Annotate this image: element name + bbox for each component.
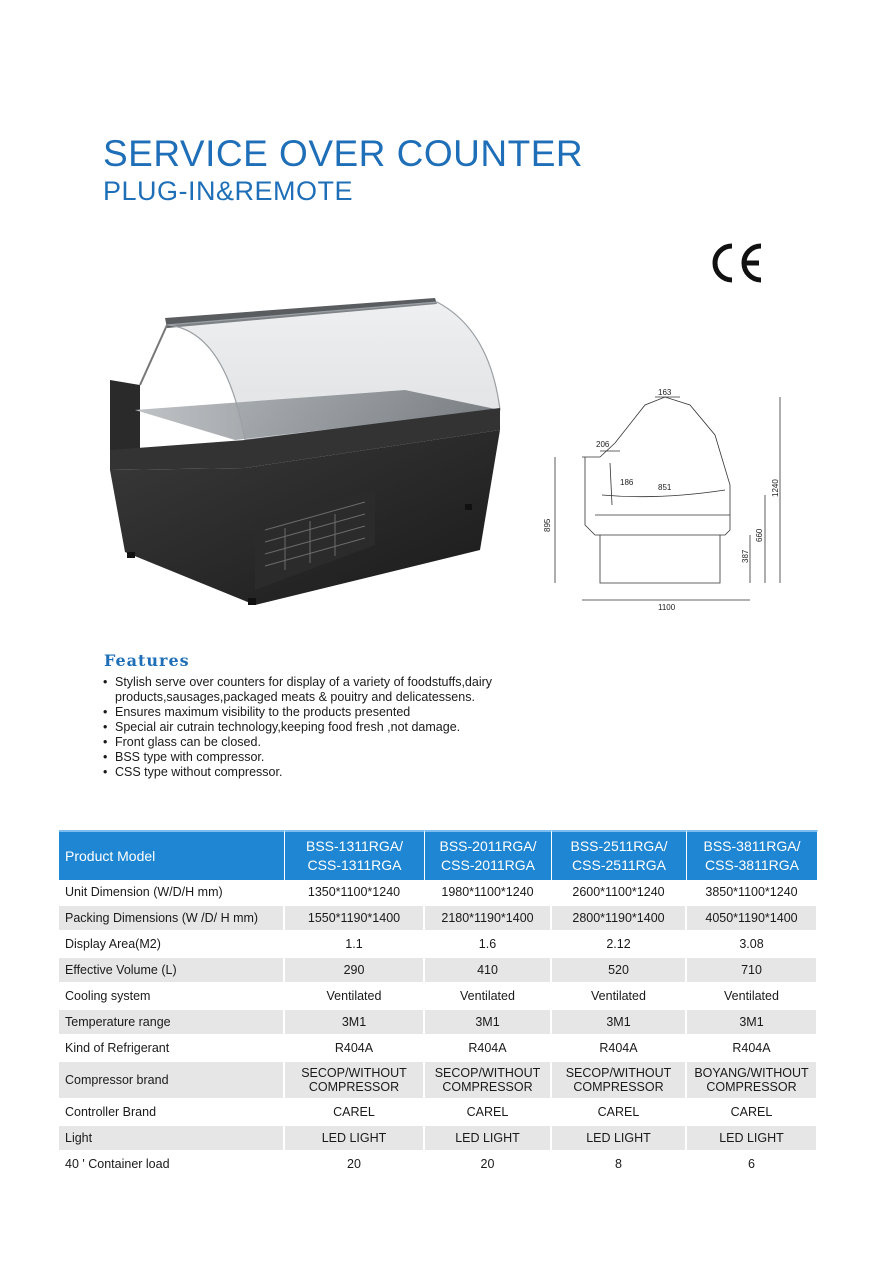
table-cell: 3.08: [687, 932, 818, 958]
page-title: SERVICE OVER COUNTER: [103, 133, 584, 174]
table-cell: LED LIGHT: [552, 1126, 687, 1152]
row-label: Controller Brand: [59, 1100, 285, 1126]
table-header-row: [59, 830, 818, 880]
table-row: [59, 984, 818, 1010]
dim-label: 660: [755, 528, 764, 542]
page-subtitle: PLUG-IN&REMOTE: [103, 176, 354, 206]
row-label: Light: [59, 1126, 285, 1152]
dim-label: 206: [596, 440, 610, 449]
table-cell: 1980*1100*1240: [425, 880, 552, 906]
table-cell: 710: [687, 958, 818, 984]
table-row: [59, 958, 818, 984]
table-row: [59, 932, 818, 958]
table-cell: R404A: [425, 1036, 552, 1062]
table-cell: Ventilated: [552, 984, 687, 1010]
table-cell: SECOP/WITHOUT COMPRESSOR: [425, 1062, 552, 1100]
table-cell: SECOP/WITHOUT COMPRESSOR: [552, 1062, 687, 1100]
table-cell: 290: [285, 958, 425, 984]
table-cell: 2600*1100*1240: [552, 880, 687, 906]
feature-item: • Ensures maximum visibility to the products presented: [103, 705, 533, 720]
dim-label: 163: [658, 388, 672, 397]
dim-label: 1240: [771, 479, 780, 497]
table-cell: CAREL: [425, 1100, 552, 1126]
column-header: BSS-1311RGA/ CSS-1311RGA: [285, 830, 425, 880]
table-cell: 1550*1190*1400: [285, 906, 425, 932]
table-row: [59, 1126, 818, 1152]
table-cell: LED LIGHT: [687, 1126, 818, 1152]
technical-drawing: [540, 385, 795, 615]
table-cell: R404A: [552, 1036, 687, 1062]
table-row: [59, 1036, 818, 1062]
table-cell: 2180*1190*1400: [425, 906, 552, 932]
table-cell: R404A: [285, 1036, 425, 1062]
table-row: [59, 1152, 818, 1178]
table-cell: CAREL: [285, 1100, 425, 1126]
table-row: [59, 1010, 818, 1036]
table-cell: 3M1: [425, 1010, 552, 1036]
row-label: Cooling system: [59, 984, 285, 1010]
ce-mark-logo: [708, 240, 766, 286]
table-cell: R404A: [687, 1036, 818, 1062]
feature-item: • Special air cutrain technology,keeping food fresh ,not damage.: [103, 720, 533, 735]
product-photo: [105, 290, 505, 610]
table-cell: 410: [425, 958, 552, 984]
table-cell: 520: [552, 958, 687, 984]
table-row: [59, 880, 818, 906]
table-cell: 3850*1100*1240: [687, 880, 818, 906]
features-heading: Features: [104, 651, 190, 670]
row-label: Effective Volume (L): [59, 958, 285, 984]
row-label: Temperature range: [59, 1010, 285, 1036]
dim-label: 387: [741, 549, 750, 563]
table-cell: 1.1: [285, 932, 425, 958]
table-cell: 2.12: [552, 932, 687, 958]
table-cell: 3M1: [552, 1010, 687, 1036]
table-cell: CAREL: [552, 1100, 687, 1126]
dim-label: 186: [620, 478, 634, 487]
feature-item: • BSS type with compressor.: [103, 750, 533, 765]
table-cell: BOYANG/WITHOUT COMPRESSOR: [687, 1062, 818, 1100]
column-header: BSS-2511RGA/ CSS-2511RGA: [552, 830, 687, 880]
table-cell: LED LIGHT: [285, 1126, 425, 1152]
table-cell: 20: [285, 1152, 425, 1178]
table-cell: 3M1: [687, 1010, 818, 1036]
feature-item: • CSS type without compressor.: [103, 765, 533, 780]
row-label: Compressor brand: [59, 1062, 285, 1100]
table-cell: CAREL: [687, 1100, 818, 1126]
column-header: BSS-2011RGA/ CSS-2011RGA: [425, 830, 552, 880]
feature-item: • Stylish serve over counters for display of a variety of foodstuffs,dairy products,sausages,packaged meats & pouitry and delicatessens.: [103, 675, 533, 705]
dim-label: 1100: [658, 603, 676, 612]
row-label: Unit Dimension (W/D/H mm): [59, 880, 285, 906]
spec-table: [59, 830, 818, 1178]
table-cell: LED LIGHT: [425, 1126, 552, 1152]
table-cell: Ventilated: [687, 984, 818, 1010]
feature-item: • Front glass can be closed.: [103, 735, 533, 750]
dim-label: 851: [658, 483, 672, 492]
dim-label: 895: [543, 518, 552, 532]
row-label: Display Area(M2): [59, 932, 285, 958]
row-label: 40 ' Container load: [59, 1152, 285, 1178]
table-cell: Ventilated: [425, 984, 552, 1010]
table-cell: 1350*1100*1240: [285, 880, 425, 906]
column-header: BSS-3811RGA/ CSS-3811RGA: [687, 830, 818, 880]
features-list: [103, 675, 533, 780]
table-cell: 2800*1190*1400: [552, 906, 687, 932]
table-cell: 8: [552, 1152, 687, 1178]
table-row: [59, 1100, 818, 1126]
table-cell: Ventilated: [285, 984, 425, 1010]
column-header: Product Model: [59, 830, 285, 880]
table-cell: 3M1: [285, 1010, 425, 1036]
row-label: Kind of Refrigerant: [59, 1036, 285, 1062]
table-cell: 1.6: [425, 932, 552, 958]
table-cell: 6: [687, 1152, 818, 1178]
table-cell: 20: [425, 1152, 552, 1178]
table-cell: 4050*1190*1400: [687, 906, 818, 932]
table-row: [59, 906, 818, 932]
row-label: Packing Dimensions (W /D/ H mm): [59, 906, 285, 932]
table-row: [59, 1062, 818, 1100]
table-cell: SECOP/WITHOUT COMPRESSOR: [285, 1062, 425, 1100]
